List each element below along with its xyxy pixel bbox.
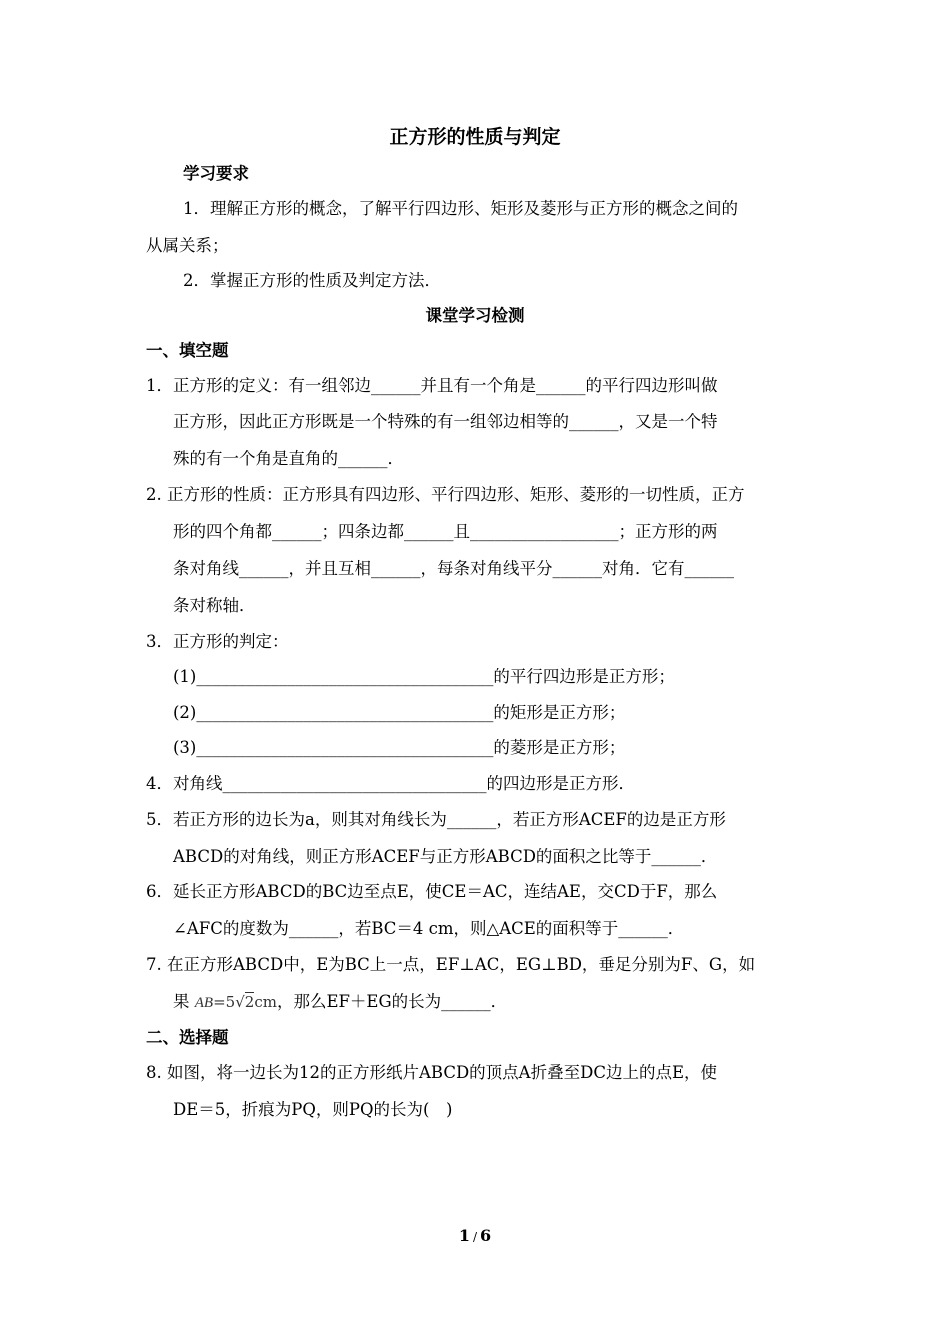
- formula-unit: cm: [254, 993, 277, 1011]
- q4-line: 4．对角线________________________________的四边形是正方形．: [146, 774, 635, 793]
- sqrt-icon: √: [235, 993, 245, 1011]
- page-separator: /: [472, 1230, 478, 1244]
- formula-radicand: 2: [244, 993, 255, 1011]
- study-req-line-2: 2．掌握正方形的性质及判定方法．: [183, 271, 441, 290]
- q1-line-1: 1．正方形的定义：有一组邻边______并且有一个角是______的平行四边形叫做: [146, 376, 718, 395]
- q7-suffix: ，那么EF＋EG的长为______．: [276, 992, 508, 1011]
- page-title: 正方形的性质与判定: [389, 126, 561, 148]
- study-req-line-1: 1．理解正方形的概念，了解平行四边形、矩形及菱形与正方形的概念之间的: [183, 199, 738, 218]
- q5-line-1: 5．若正方形的边长为a，则其对角线长为______，若正方形ACEF的边是正方形: [146, 810, 726, 829]
- part-one-heading: 一、填空题: [146, 341, 229, 360]
- q1-line-3: 殊的有一个角是直角的______．: [173, 449, 404, 468]
- q3-line-1: 3．正方形的判定：: [146, 632, 289, 651]
- formula-eq: =5: [213, 993, 236, 1011]
- q8-line-1: 8. 如图，将一边长为12的正方形纸片ABCD的顶点A折叠至DC边上的点E，使: [146, 1063, 717, 1082]
- q2-line-2: 形的四个角都______；四条边都______且__________________；正方形的两: [173, 522, 718, 541]
- q2-line-1: 2. 正方形的性质：正方形具有四边形、平行四边形、矩形、菱形的一切性质，正方: [146, 485, 745, 504]
- q7-line-2: [173, 988, 507, 1012]
- q3-item-3: (3)____________________________________的菱形是正方形；: [173, 738, 626, 757]
- page-total: 6: [480, 1226, 492, 1245]
- q2-line-3: 条对角线______，并且互相______，每条对角线平分______对角．它有______: [173, 559, 734, 578]
- study-req-heading: 学习要求: [183, 164, 249, 183]
- part-two-heading: 二、选择题: [146, 1028, 229, 1047]
- q7-formula: [195, 993, 277, 1011]
- q6-line-1: 6．延长正方形ABCD的BC边至点E，使CE＝AC，连结AE，交CD于F，那么: [146, 882, 718, 901]
- q7-line-1: 7. 在正方形ABCD中，E为BC上一点，EF⊥AC，EG⊥BD，垂足分别为F、G，如: [146, 955, 756, 974]
- section-title: 课堂学习检测: [425, 306, 525, 325]
- q8-line-2: DE＝5，折痕为PQ，则PQ的长为( ): [173, 1100, 453, 1119]
- page-number: 1: [458, 1226, 470, 1245]
- q7-prefix: 果: [173, 992, 190, 1011]
- q6-line-2: ∠AFC的度数为______，若BC＝4 cm，则△ACE的面积等于______．: [173, 919, 685, 938]
- q2-line-4: 条对称轴．: [173, 596, 256, 615]
- q3-item-1: (1)____________________________________的平行四边形是正方形；: [173, 667, 675, 686]
- page-footer: [0, 1226, 950, 1245]
- q1-line-2: 正方形，因此正方形既是一个特殊的有一组邻边相等的______，又是一个特: [173, 412, 718, 431]
- q3-item-2: (2)____________________________________的矩形是正方形；: [173, 703, 626, 722]
- formula-lhs: AB: [194, 995, 214, 1011]
- study-req-line-1b: 从属关系；: [146, 236, 229, 255]
- q5-line-2: ABCD的对角线，则正方形ACEF与正方形ABCD的面积之比等于______．: [173, 847, 718, 866]
